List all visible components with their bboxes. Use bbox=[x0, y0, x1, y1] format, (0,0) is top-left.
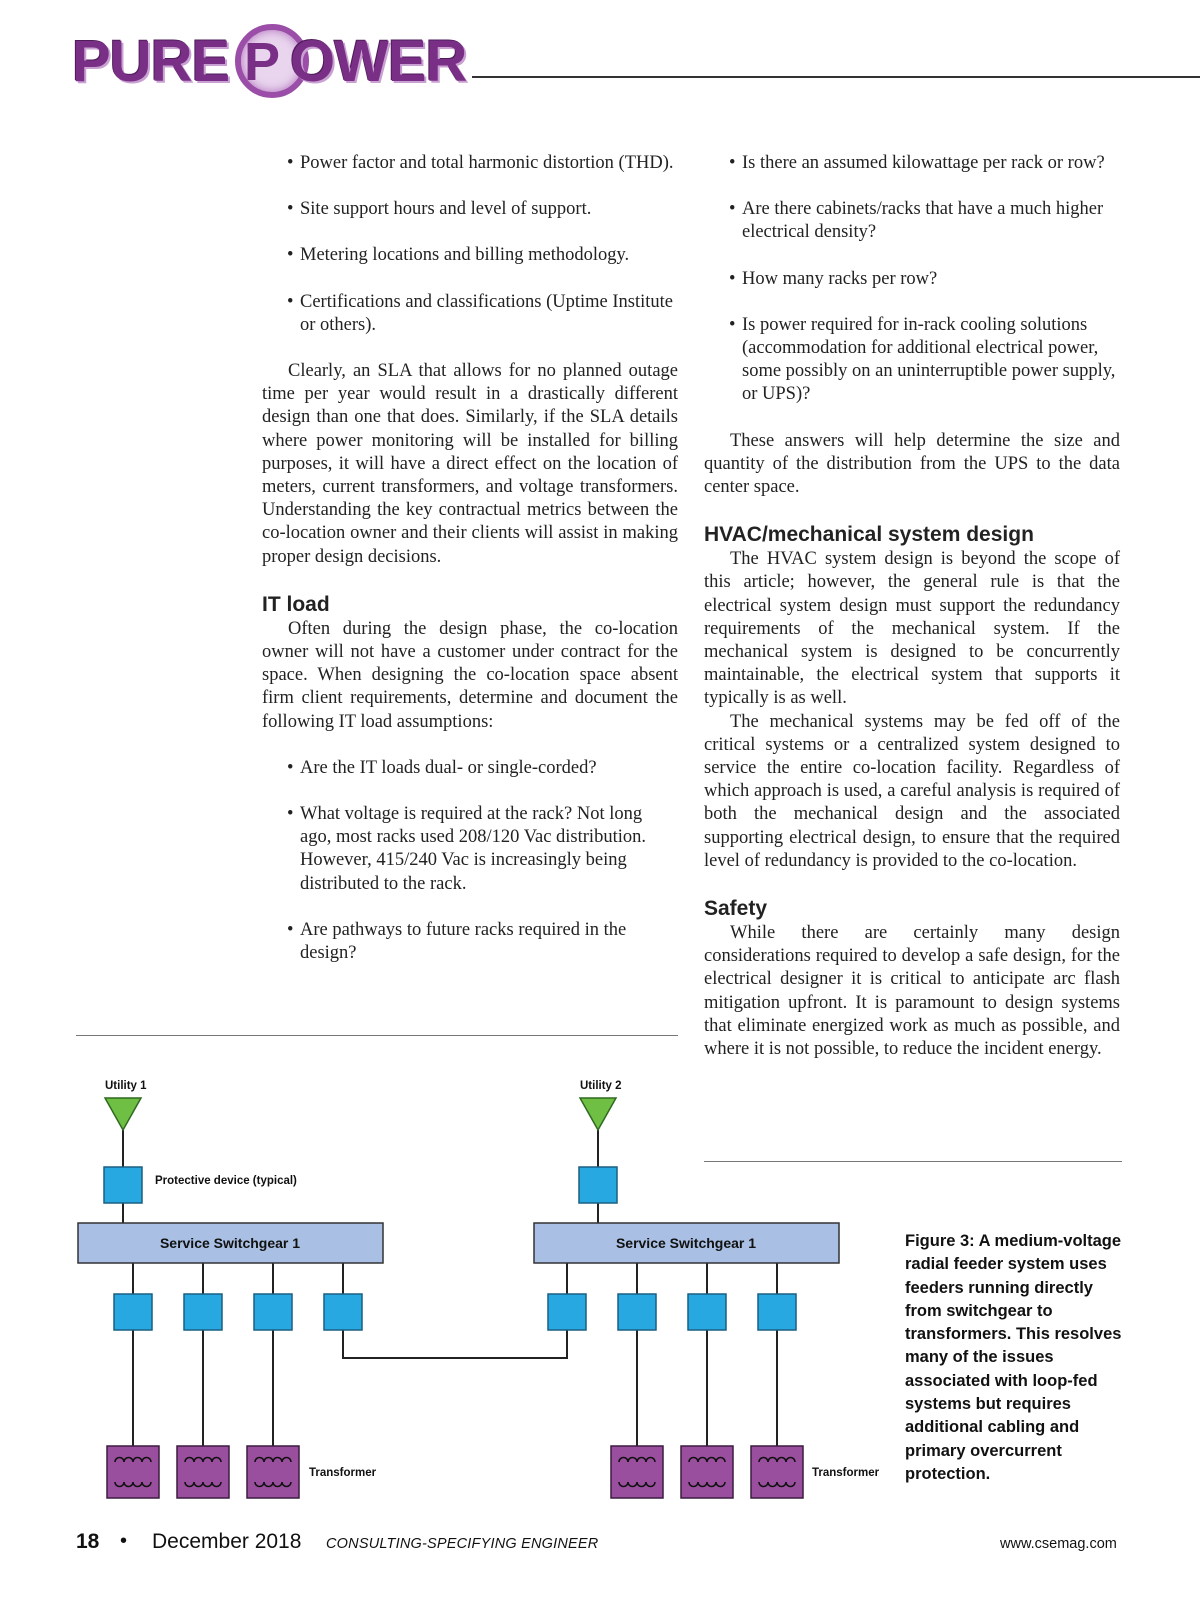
header-rule bbox=[472, 76, 1200, 78]
left-column bbox=[262, 152, 678, 988]
protective-device-icon bbox=[579, 1167, 617, 1203]
bullet-item: • How many racks per row? bbox=[704, 268, 1120, 291]
utility-2-icon bbox=[580, 1098, 616, 1130]
pure-power-logo bbox=[72, 22, 472, 102]
body-paragraph: While there are certainly many design considerations required to develop a safe design, for the electrical designer it is critical to anticipate arc flash mitigation upfront. It is paramount to design systems that eliminate energized work as much as possible, and where it is not possible, to reduce the incident energy. bbox=[704, 923, 1120, 1060]
protective-device-icon bbox=[104, 1167, 142, 1203]
bullet-item: • Certifications and classifications (Uptime Institute or others). bbox=[262, 291, 678, 337]
transformer-icon bbox=[751, 1446, 803, 1498]
bullet-item: • Site support hours and level of support. bbox=[262, 198, 678, 221]
transformer-icon bbox=[611, 1446, 663, 1498]
transformer-icon bbox=[107, 1446, 159, 1498]
tie-wire bbox=[343, 1330, 567, 1358]
logo-text-ower: OWER bbox=[290, 29, 467, 94]
footer-separator: • bbox=[120, 1530, 128, 1552]
feeder-breaker-icon bbox=[114, 1294, 152, 1330]
bullet-item: • Is there an assumed kilowattage per rack or row? bbox=[704, 152, 1120, 175]
body-paragraph: The mechanical systems may be fed off of the critical systems or a centralized system designed to service the entire co-location facility. Regardless of which approach is used, a careful analysis is required of both the mechanical design and the associated supporting electrical design, to ensure that the required level of redundancy is provided to the co-location. bbox=[704, 711, 1120, 871]
figure-caption: Figure 3: A medium-voltage radial feeder system uses feeders running directly from switchgear to transformers. This resolves many of the issues associated with loop-fed systems but requires additional cabling and primary overcurrent protection. bbox=[905, 1232, 1122, 1483]
logo-text-pure: PURE bbox=[72, 29, 230, 94]
switchgear-right-label: Service Switchgear 1 bbox=[615, 1235, 757, 1251]
feeder-breaker-icon bbox=[688, 1294, 726, 1330]
page-number: 18 bbox=[76, 1530, 100, 1553]
transformer-right-label: Transformer bbox=[812, 1467, 880, 1479]
utility-1-icon bbox=[105, 1098, 141, 1130]
feeder-breaker-icon bbox=[324, 1294, 362, 1330]
bullet-item: • Are pathways to future racks required in the design? bbox=[262, 919, 678, 965]
utility-1-label: Utility 1 bbox=[105, 1080, 147, 1092]
bullet-item: • What voltage is required at the rack? Not long ago, most racks used 208/120 Vac distribution. However, 415/240 Vac is increasingly being distributed to the rack. bbox=[262, 803, 678, 896]
transformer-icon bbox=[681, 1446, 733, 1498]
body-paragraph: Clearly, an SLA that allows for no planned outage time per year would result in a drastically different design than one that does. Similarly, if the SLA details where power monitoring will be installed for billing purposes, it will have a direct effect on the location of meters, current transformers, and voltage transformers. Understanding the key contractual metrics between the co-location owner and their clients will assist in making proper design decisions. bbox=[262, 361, 678, 567]
utility-2-label: Utility 2 bbox=[580, 1080, 622, 1092]
transformer-icon bbox=[177, 1446, 229, 1498]
issue-date: December 2018 bbox=[152, 1530, 302, 1553]
feeder-breaker-icon bbox=[618, 1294, 656, 1330]
section-heading-safety: Safety bbox=[704, 897, 768, 921]
switchgear-left-label: Service Switchgear 1 bbox=[159, 1235, 301, 1251]
diagram-top-rule bbox=[76, 1035, 678, 1036]
feeder-breaker-icon bbox=[758, 1294, 796, 1330]
caption-top-rule bbox=[704, 1161, 1122, 1162]
body-paragraph: These answers will help determine the size and quantity of the distribution from the UPS to the data center space. bbox=[704, 430, 1120, 498]
bullet-item: • Metering locations and billing methodology. bbox=[262, 244, 678, 267]
website-link[interactable]: www.csemag.com bbox=[1000, 1536, 1117, 1552]
body-paragraph: The HVAC system design is beyond the scope of this article; however, the general rule is that the electrical system design must support the redundancy requirements of the mechanical system. If the mechanical system is designed to be concurrently maintainable, the electrical system that supports it typically is as well. bbox=[704, 549, 1120, 709]
right-column bbox=[704, 152, 1120, 1084]
logo-text-p: P bbox=[244, 32, 281, 92]
bullet-item: • Are there cabinets/racks that have a much higher electrical density? bbox=[704, 198, 1120, 244]
transformer-left-label: Transformer bbox=[309, 1467, 377, 1479]
bullet-item: • Is power required for in-rack cooling solutions (accommodation for additional electrical power, some possibly on an uninterruptible power supply, or UPS)? bbox=[704, 314, 1120, 407]
feeder-breaker-icon bbox=[254, 1294, 292, 1330]
feeder-breaker-icon bbox=[184, 1294, 222, 1330]
protective-device-label: Protective device (typical) bbox=[155, 1175, 297, 1187]
bullet-item: • Power factor and total harmonic distortion (THD). bbox=[262, 152, 678, 175]
feeder-breaker-icon bbox=[548, 1294, 586, 1330]
section-heading-it-load: IT load bbox=[262, 592, 330, 616]
bullet-item: • Are the IT loads dual- or single-corded? bbox=[262, 757, 678, 780]
body-paragraph: Often during the design phase, the co-location owner will not have a customer under contract for the space. When designing the co-location space absent firm client requirements, determine and document the following IT load assumptions: bbox=[262, 618, 678, 732]
section-heading-hvac: HVAC/mechanical system design bbox=[704, 523, 1034, 547]
publication-name: CONSULTING-SPECIFYING ENGINEER bbox=[326, 1536, 599, 1552]
transformer-icon bbox=[247, 1446, 299, 1498]
